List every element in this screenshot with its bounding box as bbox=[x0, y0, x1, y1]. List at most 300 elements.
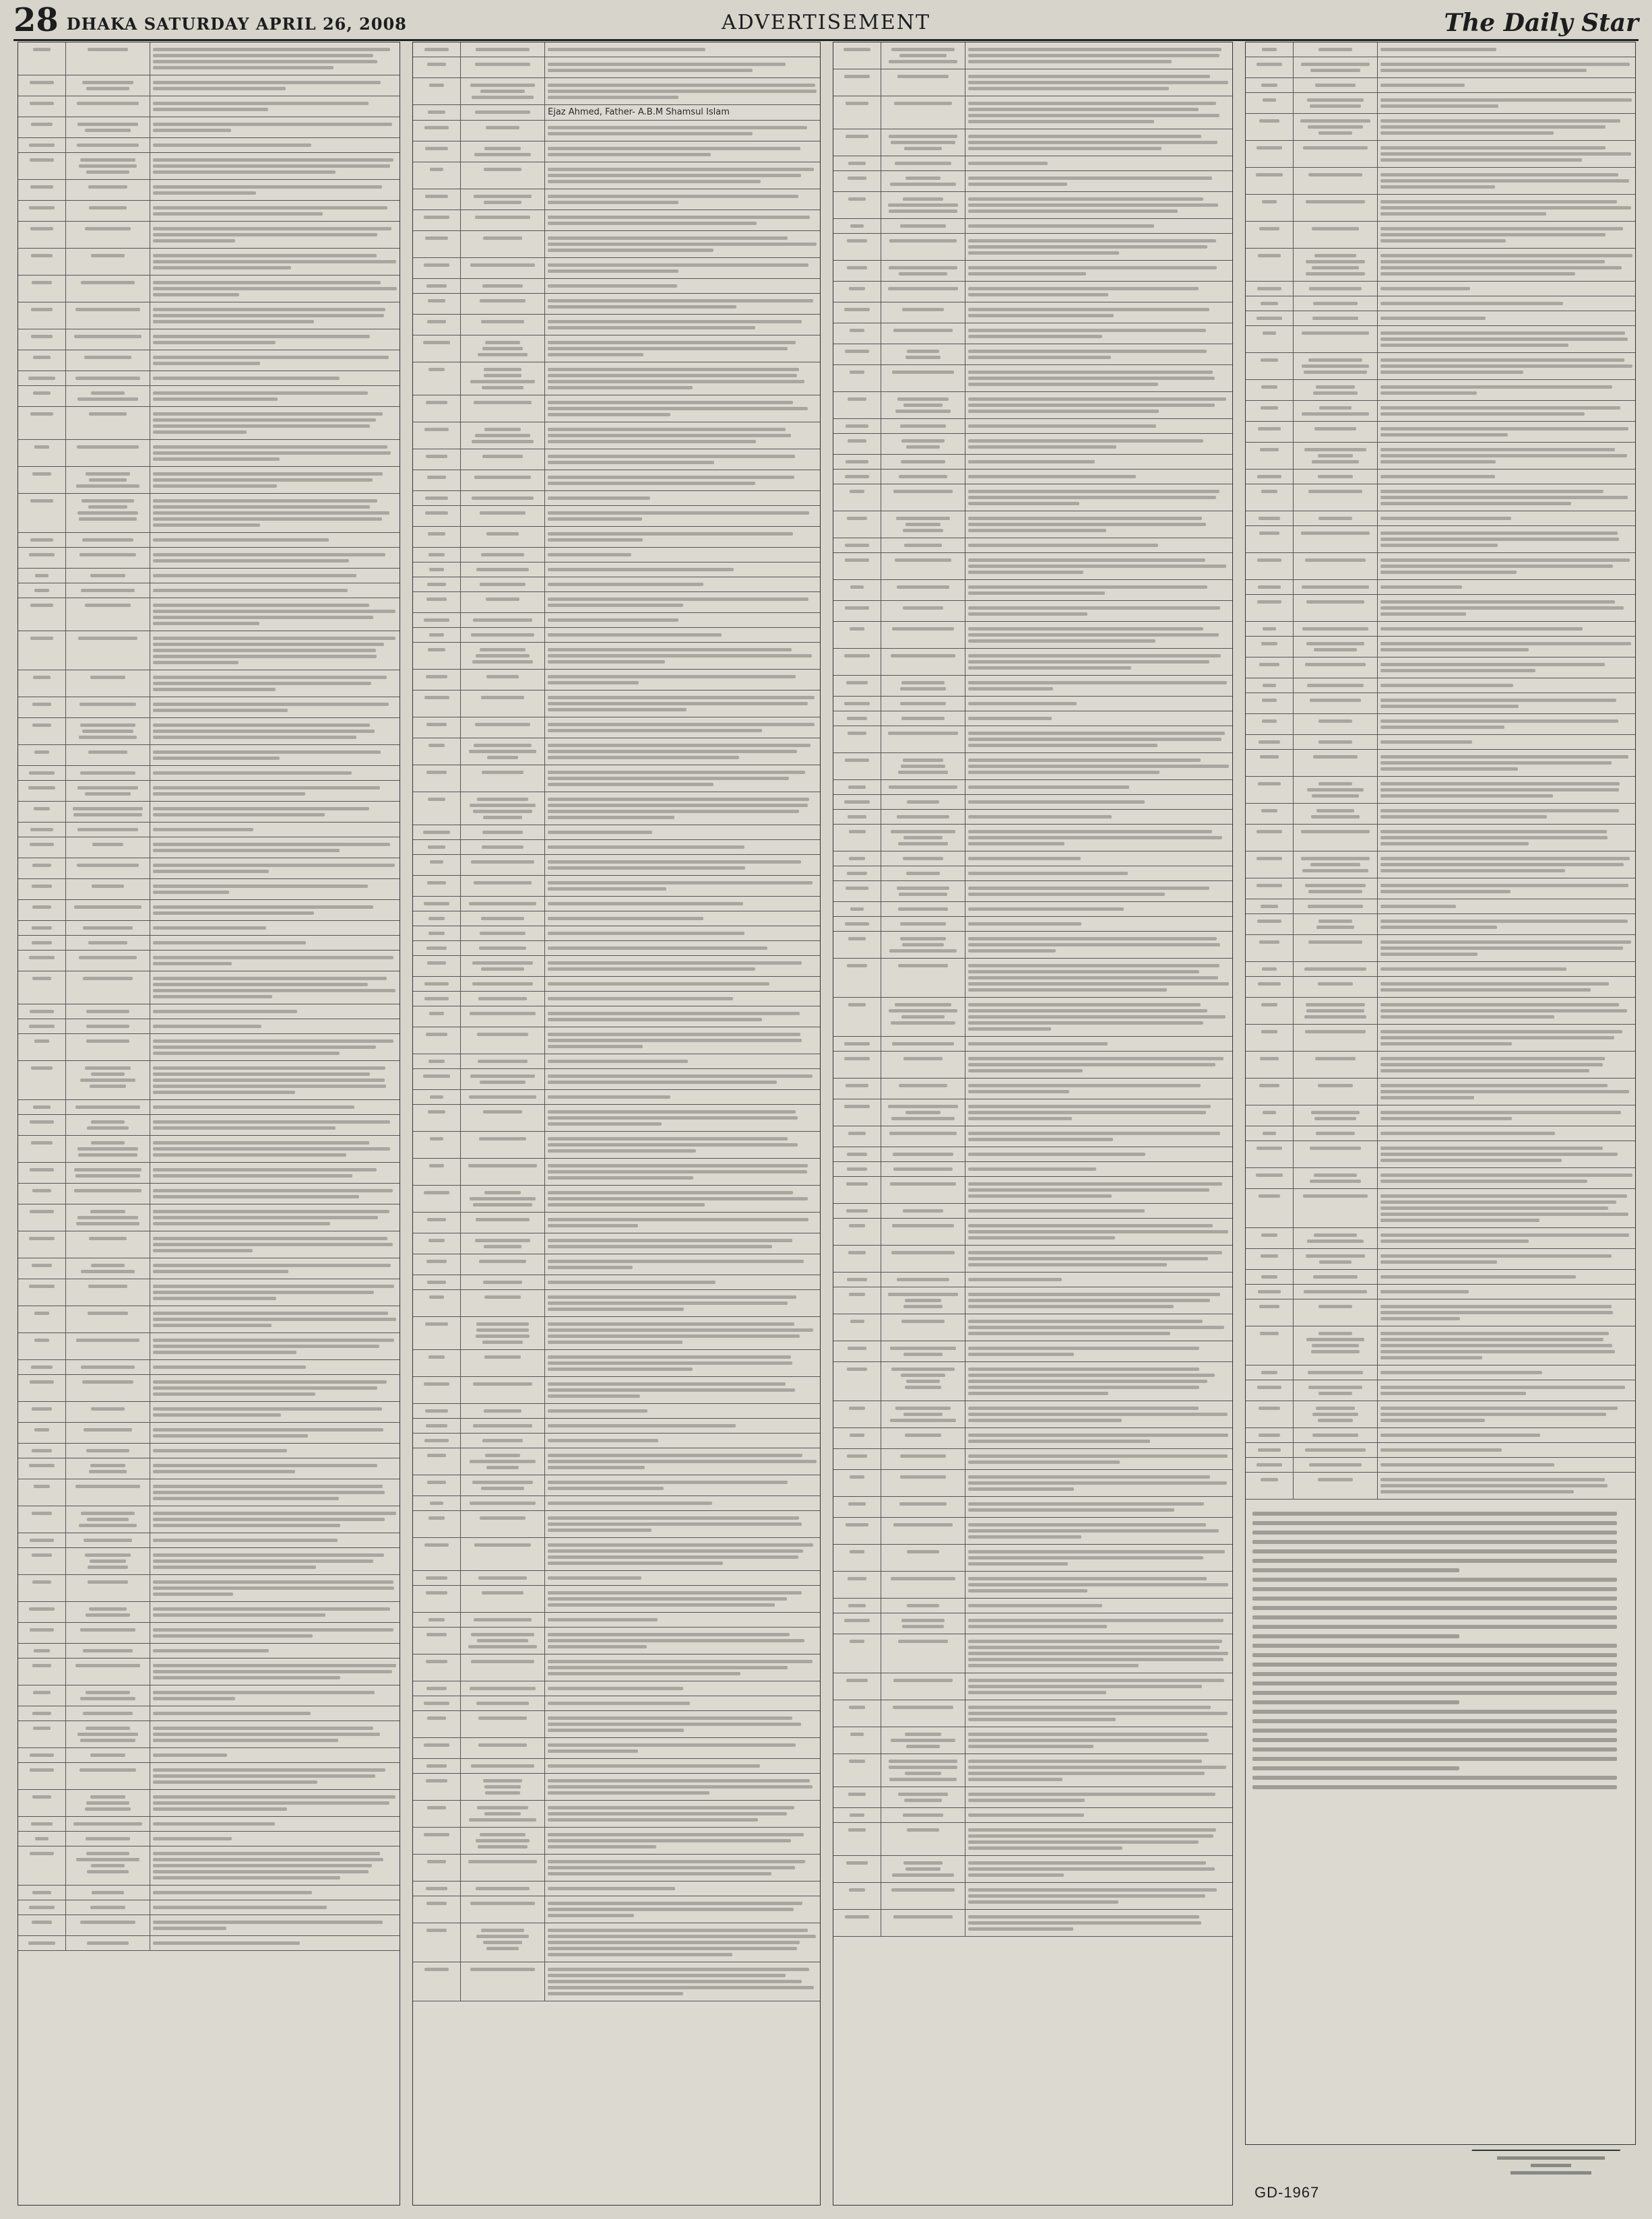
description-cell bbox=[150, 407, 400, 439]
listing-row bbox=[413, 1027, 820, 1054]
description-cell bbox=[150, 1915, 400, 1935]
application-cell bbox=[1294, 1380, 1378, 1401]
application-cell bbox=[66, 467, 150, 493]
application-cell bbox=[881, 1204, 965, 1218]
listing-row bbox=[413, 1923, 820, 1962]
application-cell bbox=[881, 649, 965, 675]
serial-cell bbox=[1246, 899, 1294, 913]
serial-cell bbox=[833, 1079, 881, 1099]
description-cell bbox=[965, 1362, 1232, 1401]
description-cell bbox=[545, 792, 820, 825]
serial-cell bbox=[833, 1599, 881, 1613]
description-cell bbox=[545, 1213, 820, 1233]
listing-row bbox=[833, 1401, 1232, 1428]
listing-row bbox=[833, 1856, 1232, 1883]
listing-row bbox=[413, 855, 820, 876]
application-cell bbox=[461, 956, 545, 976]
description-cell bbox=[150, 1444, 400, 1458]
application-cell bbox=[881, 553, 965, 579]
listing-row bbox=[18, 371, 400, 386]
application-cell bbox=[461, 690, 545, 717]
serial-cell bbox=[413, 792, 461, 825]
description-cell bbox=[965, 1856, 1232, 1882]
description-cell bbox=[150, 533, 400, 547]
serial-cell bbox=[18, 670, 66, 697]
description-cell bbox=[1378, 1189, 1635, 1227]
listing-row bbox=[833, 1162, 1232, 1177]
listing-row bbox=[1246, 595, 1635, 622]
description-cell bbox=[150, 1533, 400, 1547]
listing-row bbox=[413, 231, 820, 258]
serial-cell bbox=[18, 1444, 66, 1458]
listing-row bbox=[413, 527, 820, 548]
listing-row bbox=[413, 765, 820, 792]
listing-row bbox=[833, 1037, 1232, 1052]
listing-row bbox=[1246, 1473, 1635, 1500]
listing-row bbox=[833, 1246, 1232, 1273]
description-cell bbox=[545, 1896, 820, 1923]
serial-cell bbox=[833, 1470, 881, 1496]
serial-cell bbox=[413, 738, 461, 765]
application-cell bbox=[461, 840, 545, 854]
listing-row bbox=[413, 162, 820, 189]
listing-row bbox=[18, 350, 400, 371]
description-cell bbox=[545, 1511, 820, 1537]
listing-row bbox=[833, 1673, 1232, 1700]
listing-row bbox=[833, 780, 1232, 795]
serial-cell bbox=[833, 538, 881, 552]
listing-row bbox=[833, 711, 1232, 726]
serial-cell bbox=[833, 156, 881, 170]
listing-row bbox=[18, 153, 400, 180]
serial-cell bbox=[18, 75, 66, 96]
description-cell bbox=[545, 1275, 820, 1289]
application-cell bbox=[881, 622, 965, 648]
listing-row bbox=[1246, 825, 1635, 851]
description-cell bbox=[965, 1518, 1232, 1544]
serial-cell bbox=[413, 1090, 461, 1104]
serial-cell bbox=[1246, 935, 1294, 961]
listing-row bbox=[833, 484, 1232, 511]
description-cell bbox=[965, 1449, 1232, 1469]
application-cell bbox=[881, 1099, 965, 1126]
description-cell bbox=[150, 823, 400, 837]
serial-cell bbox=[833, 1147, 881, 1161]
listing-row bbox=[833, 42, 1232, 69]
application-cell bbox=[461, 315, 545, 335]
serial-cell bbox=[18, 329, 66, 350]
description-cell bbox=[1378, 1228, 1635, 1248]
application-cell bbox=[881, 365, 965, 391]
description-cell bbox=[965, 1910, 1232, 1936]
application-cell bbox=[461, 491, 545, 505]
description-cell bbox=[150, 631, 400, 670]
application-cell bbox=[1294, 637, 1378, 657]
listing-row bbox=[833, 1147, 1232, 1162]
listing-row bbox=[413, 577, 820, 592]
application-cell bbox=[1294, 78, 1378, 92]
listing-row bbox=[833, 1910, 1232, 1937]
serial-cell bbox=[833, 998, 881, 1036]
listing-row bbox=[18, 766, 400, 781]
serial-cell bbox=[833, 1362, 881, 1401]
listing-row bbox=[18, 1444, 400, 1458]
application-cell bbox=[461, 506, 545, 526]
listing-row bbox=[833, 1808, 1232, 1823]
application-cell bbox=[1294, 1025, 1378, 1051]
serial-cell bbox=[18, 1402, 66, 1422]
description-cell bbox=[965, 932, 1232, 958]
application-cell bbox=[461, 825, 545, 839]
description-cell bbox=[150, 1258, 400, 1279]
description-cell bbox=[150, 117, 400, 137]
description-cell bbox=[545, 1404, 820, 1418]
application-cell bbox=[881, 676, 965, 696]
listing-row bbox=[1246, 693, 1635, 714]
application-cell bbox=[1294, 735, 1378, 749]
description-cell bbox=[150, 75, 400, 96]
serial-cell bbox=[413, 643, 461, 669]
application-cell bbox=[881, 1273, 965, 1287]
description-cell bbox=[1378, 804, 1635, 824]
application-cell bbox=[66, 1479, 150, 1506]
description-cell bbox=[150, 222, 400, 248]
serial-cell bbox=[413, 690, 461, 717]
listing-row bbox=[1246, 804, 1635, 825]
serial-cell bbox=[413, 1628, 461, 1654]
serial-cell bbox=[1246, 1189, 1294, 1227]
description-cell bbox=[965, 825, 1232, 851]
serial-cell bbox=[833, 1700, 881, 1727]
serial-cell bbox=[413, 1711, 461, 1737]
listing-row bbox=[413, 1681, 820, 1696]
application-cell bbox=[66, 42, 150, 75]
listing-row bbox=[18, 781, 400, 802]
description-cell bbox=[1378, 914, 1635, 934]
serial-cell bbox=[833, 42, 881, 69]
listing-row bbox=[18, 1458, 400, 1479]
application-cell bbox=[1294, 1105, 1378, 1126]
serial-cell bbox=[833, 302, 881, 323]
serial-cell bbox=[413, 1006, 461, 1027]
serial-cell bbox=[413, 577, 461, 591]
listing-row bbox=[18, 1306, 400, 1333]
listing-row bbox=[413, 42, 820, 57]
description-cell bbox=[150, 1602, 400, 1622]
description-cell bbox=[1378, 878, 1635, 899]
listing-row bbox=[1246, 1249, 1635, 1270]
application-cell bbox=[461, 1434, 545, 1448]
application-cell bbox=[881, 1470, 965, 1496]
listing-row bbox=[1246, 899, 1635, 914]
listing-row bbox=[18, 1184, 400, 1204]
serial-cell bbox=[833, 711, 881, 726]
listing-row bbox=[833, 1177, 1232, 1204]
application-cell bbox=[1294, 470, 1378, 484]
application-cell bbox=[66, 1886, 150, 1900]
application-cell bbox=[881, 866, 965, 880]
serial-cell bbox=[18, 467, 66, 493]
listing-row bbox=[413, 941, 820, 956]
listing-row bbox=[1246, 1052, 1635, 1079]
description-cell bbox=[1378, 249, 1635, 281]
serial-cell bbox=[413, 1882, 461, 1896]
serial-cell bbox=[833, 1204, 881, 1218]
application-cell bbox=[66, 1061, 150, 1099]
description-cell bbox=[1378, 899, 1635, 913]
description-cell bbox=[545, 592, 820, 612]
application-cell bbox=[66, 1706, 150, 1720]
serial-cell bbox=[1246, 1105, 1294, 1126]
serial-cell bbox=[1246, 678, 1294, 693]
description-cell bbox=[545, 1962, 820, 2001]
listing-row bbox=[18, 1706, 400, 1721]
description-cell bbox=[1378, 353, 1635, 379]
application-cell bbox=[1294, 1473, 1378, 1499]
serial-cell bbox=[1246, 1299, 1294, 1326]
serial-cell bbox=[1246, 443, 1294, 469]
description-cell bbox=[150, 1644, 400, 1658]
listing-row bbox=[833, 902, 1232, 917]
application-cell bbox=[66, 631, 150, 670]
application-cell bbox=[461, 1275, 545, 1289]
listing-row bbox=[18, 1115, 400, 1136]
description-cell bbox=[150, 569, 400, 583]
listing-row bbox=[1246, 296, 1635, 311]
application-cell bbox=[461, 1628, 545, 1654]
application-cell bbox=[461, 1962, 545, 2001]
listing-row bbox=[18, 1685, 400, 1706]
application-cell bbox=[881, 470, 965, 484]
application-cell bbox=[66, 350, 150, 371]
serial-cell bbox=[1246, 57, 1294, 77]
description-cell bbox=[1378, 1141, 1635, 1167]
serial-cell bbox=[413, 1434, 461, 1448]
application-cell bbox=[1294, 657, 1378, 678]
application-cell bbox=[881, 1545, 965, 1571]
description-cell bbox=[545, 765, 820, 792]
notice-text bbox=[1246, 1500, 1635, 1801]
serial-cell bbox=[833, 1246, 881, 1272]
application-cell bbox=[1294, 962, 1378, 976]
application-cell bbox=[461, 1571, 545, 1585]
application-cell bbox=[881, 1037, 965, 1051]
listing-row bbox=[1246, 401, 1635, 422]
listing-row bbox=[18, 96, 400, 117]
description-cell bbox=[150, 1034, 400, 1060]
application-cell bbox=[881, 1126, 965, 1147]
serial-cell bbox=[1246, 1228, 1294, 1248]
serial-cell bbox=[1246, 114, 1294, 140]
application-cell bbox=[461, 1350, 545, 1376]
listing-row bbox=[833, 1052, 1232, 1079]
serial-cell bbox=[413, 121, 461, 141]
listing-row bbox=[18, 1817, 400, 1832]
listing-row bbox=[413, 1132, 820, 1159]
description-cell bbox=[545, 1801, 820, 1827]
serial-cell bbox=[413, 1159, 461, 1185]
serial-cell bbox=[18, 117, 66, 137]
description-cell bbox=[545, 78, 820, 104]
application-cell bbox=[66, 1936, 150, 1950]
description-cell bbox=[1378, 1458, 1635, 1472]
application-cell bbox=[881, 1700, 965, 1727]
application-cell bbox=[461, 294, 545, 314]
description-cell bbox=[965, 881, 1232, 901]
description-cell bbox=[150, 697, 400, 717]
serial-cell bbox=[413, 1069, 461, 1089]
listing-row bbox=[833, 392, 1232, 419]
listing-row bbox=[833, 1518, 1232, 1545]
serial-cell bbox=[18, 879, 66, 899]
description-cell bbox=[965, 1497, 1232, 1517]
application-cell bbox=[461, 548, 545, 562]
application-cell bbox=[881, 69, 965, 96]
application-cell bbox=[881, 1401, 965, 1427]
ejaz-entry-text: Ejaz Ahmed, Father- A.B.M Shamsul Islam bbox=[548, 107, 730, 117]
listing-row bbox=[1246, 195, 1635, 222]
application-cell bbox=[881, 1613, 965, 1634]
serial-cell bbox=[18, 781, 66, 801]
description-cell bbox=[545, 1828, 820, 1854]
listing-row bbox=[1246, 622, 1635, 637]
listing-column-1 bbox=[18, 42, 400, 2206]
listing-row bbox=[1246, 1141, 1635, 1168]
application-cell bbox=[1294, 222, 1378, 248]
serial-cell bbox=[1246, 195, 1294, 221]
serial-cell bbox=[18, 1533, 66, 1547]
description-cell bbox=[545, 643, 820, 669]
application-cell bbox=[66, 1423, 150, 1443]
listing-row bbox=[18, 879, 400, 900]
serial-cell bbox=[413, 449, 461, 470]
listing-row bbox=[18, 1375, 400, 1402]
description-cell bbox=[1378, 580, 1635, 594]
application-cell bbox=[461, 1774, 545, 1800]
description-cell bbox=[150, 302, 400, 329]
application-cell bbox=[66, 407, 150, 439]
application-cell bbox=[66, 371, 150, 385]
description-cell bbox=[1378, 42, 1635, 57]
listing-row bbox=[833, 649, 1232, 676]
serial-cell bbox=[18, 96, 66, 117]
listing-row bbox=[833, 1823, 1232, 1856]
application-cell bbox=[66, 1575, 150, 1601]
serial-cell bbox=[18, 1184, 66, 1204]
description-cell bbox=[545, 1759, 820, 1773]
description-cell bbox=[150, 386, 400, 406]
listing-row bbox=[18, 1479, 400, 1506]
listing-row bbox=[833, 171, 1232, 192]
application-cell bbox=[1294, 1079, 1378, 1105]
application-cell bbox=[461, 1711, 545, 1737]
application-cell bbox=[461, 977, 545, 991]
description-cell bbox=[545, 470, 820, 490]
description-cell bbox=[150, 96, 400, 117]
serial-cell bbox=[18, 936, 66, 950]
listing-row bbox=[413, 1613, 820, 1628]
description-cell bbox=[150, 1900, 400, 1915]
listing-row bbox=[1246, 78, 1635, 93]
description-cell bbox=[150, 951, 400, 971]
description-cell bbox=[1378, 637, 1635, 657]
application-cell bbox=[66, 276, 150, 302]
listing-row bbox=[18, 1748, 400, 1763]
serial-cell bbox=[413, 1233, 461, 1254]
serial-cell bbox=[413, 825, 461, 839]
listing-row bbox=[413, 1801, 820, 1828]
application-cell bbox=[881, 726, 965, 752]
listing-row bbox=[18, 936, 400, 951]
serial-cell bbox=[413, 362, 461, 395]
description-cell bbox=[1378, 168, 1635, 194]
serial-cell bbox=[833, 392, 881, 418]
serial-cell bbox=[833, 434, 881, 454]
description-cell bbox=[1378, 422, 1635, 442]
serial-cell bbox=[18, 1900, 66, 1915]
application-cell bbox=[66, 1548, 150, 1574]
description-cell bbox=[1378, 114, 1635, 140]
listing-row bbox=[833, 753, 1232, 780]
application-cell bbox=[66, 1306, 150, 1332]
description-cell bbox=[1378, 1025, 1635, 1051]
application-cell bbox=[66, 386, 150, 406]
description-cell bbox=[150, 598, 400, 631]
description-cell bbox=[965, 1341, 1232, 1361]
application-cell bbox=[1294, 825, 1378, 851]
listing-row bbox=[833, 932, 1232, 959]
application-cell bbox=[66, 1279, 150, 1306]
application-cell bbox=[66, 1721, 150, 1747]
serial-cell bbox=[413, 855, 461, 875]
serial-cell bbox=[18, 1915, 66, 1935]
application-cell bbox=[461, 210, 545, 230]
serial-cell bbox=[1246, 1458, 1294, 1472]
serial-cell bbox=[18, 371, 66, 385]
description-cell bbox=[150, 670, 400, 697]
application-cell bbox=[461, 926, 545, 940]
serial-cell bbox=[1246, 296, 1294, 311]
application-cell bbox=[881, 1287, 965, 1314]
listing-row bbox=[18, 386, 400, 407]
application-cell bbox=[881, 1727, 965, 1754]
serial-cell bbox=[18, 1936, 66, 1950]
listing-row bbox=[413, 1090, 820, 1105]
listing-row bbox=[413, 105, 820, 121]
serial-cell bbox=[833, 1126, 881, 1147]
listing-row bbox=[833, 1470, 1232, 1497]
description-cell bbox=[1378, 526, 1635, 552]
listing-row bbox=[18, 718, 400, 745]
listing-row bbox=[18, 697, 400, 718]
description-cell bbox=[965, 261, 1232, 281]
application-cell bbox=[461, 258, 545, 278]
description-cell bbox=[965, 795, 1232, 809]
description-cell bbox=[965, 1428, 1232, 1448]
serial-cell bbox=[833, 455, 881, 469]
serial-cell bbox=[18, 494, 66, 532]
application-cell bbox=[881, 697, 965, 711]
serial-cell bbox=[18, 766, 66, 780]
application-cell bbox=[1294, 804, 1378, 824]
description-cell bbox=[150, 1548, 400, 1574]
application-cell bbox=[461, 1923, 545, 1962]
description-cell bbox=[545, 956, 820, 976]
serial-cell bbox=[833, 419, 881, 433]
description-cell bbox=[545, 1538, 820, 1570]
description-cell bbox=[545, 42, 820, 57]
description-cell bbox=[1378, 1126, 1635, 1140]
